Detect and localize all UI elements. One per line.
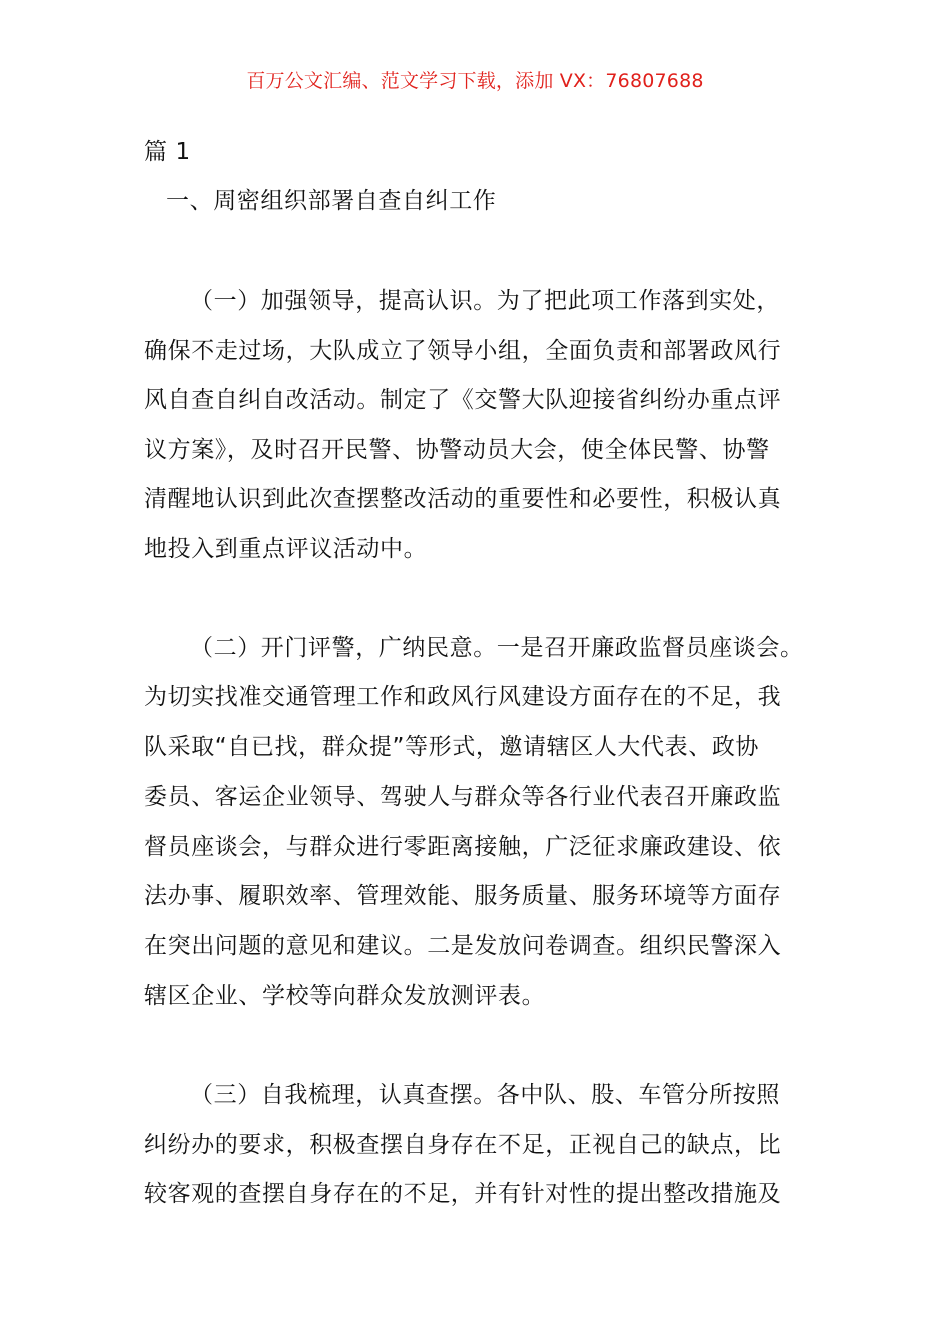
paragraph-2-line-5: 督员座谈会，与群众进行零距离接触，广泛征求廉政建设、依 [144,834,782,860]
paragraph-2-line-2: 为切实找准交通管理工作和政风行风建设方面存在的不足，我 [144,684,782,710]
paragraph-3-line-2: 纠纷办的要求，积极查摆自身存在不足，正视自己的缺点，比 [144,1132,782,1158]
paragraph-1-line-6: 地投入到重点评议活动中。 [144,536,428,562]
paragraph-3-line-3: 较客观的查摆自身存在的不足，并有针对性的提出整改措施及 [144,1181,782,1207]
paragraph-2-line-4: 委员、客运企业领导、驾驶人与群众等各行业代表召开廉政监 [144,784,782,810]
paragraph-3-line-1: （三）自我梳理，认真查摆。各中队、股、车管分所按照 [190,1082,780,1108]
paragraph-1-line-3: 风自查自纠自改活动。制定了《交警大队迎接省纠纷办重点评 [144,387,782,413]
paragraph-1-line-2: 确保不走过场，大队成立了领导小组，全面负责和部署政风行 [144,338,782,364]
paragraph-2-line-1: （二）开门评警，广纳民意。一是召开廉政监督员座谈会。 [190,635,804,661]
paragraph-1-line-5: 清醒地认识到此次查摆整改活动的重要性和必要性，积极认真 [144,486,782,512]
paragraph-1-line-4: 议方案》，及时召开民警、协警动员大会，使全体民警、协警 [144,437,770,463]
paragraph-2-line-7: 在突出问题的意见和建议。二是发放问卷调查。组织民警深入 [144,933,782,959]
section-heading: 一、周密组织部署自查自纠工作 [166,188,497,214]
paragraph-1-line-1: （一）加强领导，提高认识。为了把此项工作落到实处， [190,288,780,314]
paragraph-2-line-8: 辖区企业、学校等向群众发放测评表。 [144,983,546,1009]
article-label: 篇 1 [144,139,191,165]
paragraph-2-line-3: 队采取“自已找，群众提”等形式，邀请辖区人大代表、政协 [144,734,760,760]
paragraph-2-line-6: 法办事、履职效率、管理效能、服务质量、服务环境等方面存 [144,883,782,909]
header-banner: 百万公文汇编、范文学习下载，添加 VX：76807688 [246,70,704,92]
